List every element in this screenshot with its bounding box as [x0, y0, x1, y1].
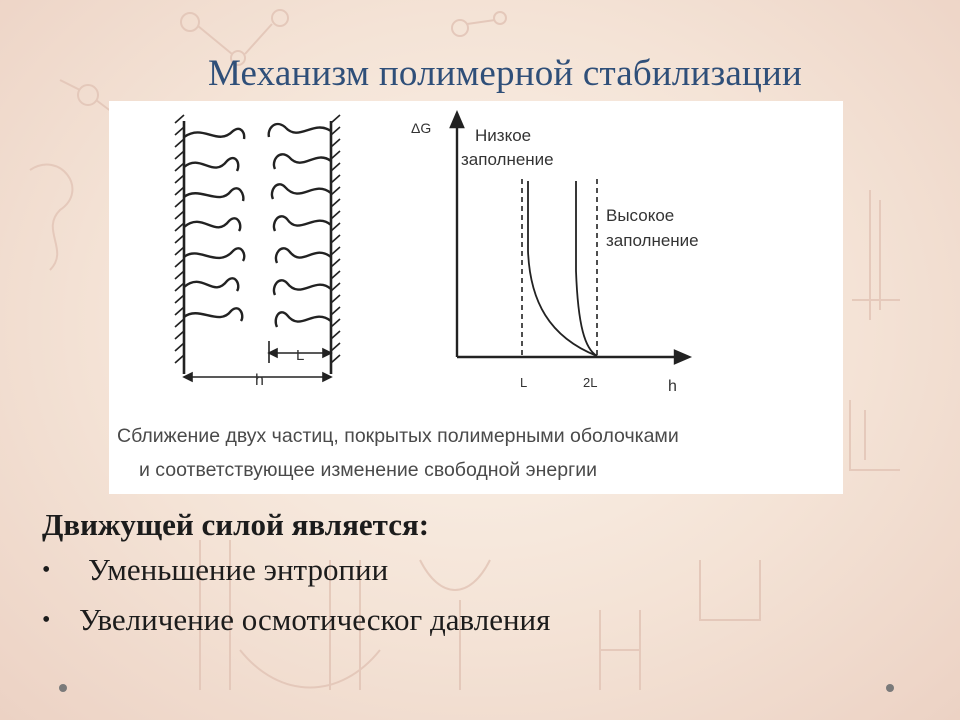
right-polymer-loops	[269, 124, 331, 327]
graph-tick-2L: 2L	[583, 375, 598, 390]
bullet-dot: •	[42, 607, 51, 633]
figure-caption-line1: Сближение двух частиц, покрытых полимерными оболочками	[117, 425, 679, 447]
figure-caption	[117, 419, 841, 487]
slide-body	[42, 505, 550, 645]
low-coverage-curve	[528, 181, 597, 356]
figure-caption-line2: и соответствующее изменение свободной энергии	[139, 459, 597, 481]
left-label-L: L	[296, 347, 305, 364]
driving-force-heading: Движущей силой является:	[42, 507, 430, 542]
graph-curves	[528, 181, 597, 356]
high-coverage-curve	[576, 181, 597, 356]
figure-image	[109, 101, 843, 494]
bullet-text: Увеличение осмотическог давления	[79, 602, 551, 637]
graph-low-coverage-line1: Низкое	[475, 126, 532, 145]
left-polymer-loops	[184, 129, 244, 321]
bullet-item	[42, 595, 550, 645]
corner-dot-right	[886, 684, 894, 692]
right-wall-hatch	[331, 115, 340, 363]
graph-low-coverage-line2: заполнение	[461, 150, 554, 169]
corner-dot-left	[59, 684, 67, 692]
graph-y-label: ΔG	[411, 120, 432, 136]
left-wall-hatch	[175, 115, 184, 363]
left-label-h: h	[255, 372, 264, 389]
bullet-dot: •	[42, 557, 51, 583]
bullet-text: Уменьшение энтропии	[88, 552, 389, 587]
graph-tick-L: L	[520, 375, 528, 390]
graph-dashed-lines	[522, 179, 597, 357]
graph-x-label: h	[668, 378, 677, 395]
slide-title: Механизм полимерной стабилизации	[207, 53, 803, 94]
graph-high-coverage-line2: заполнение	[606, 231, 699, 250]
graph-high-coverage-line1: Высокое	[606, 206, 675, 225]
bullet-item	[42, 545, 550, 595]
